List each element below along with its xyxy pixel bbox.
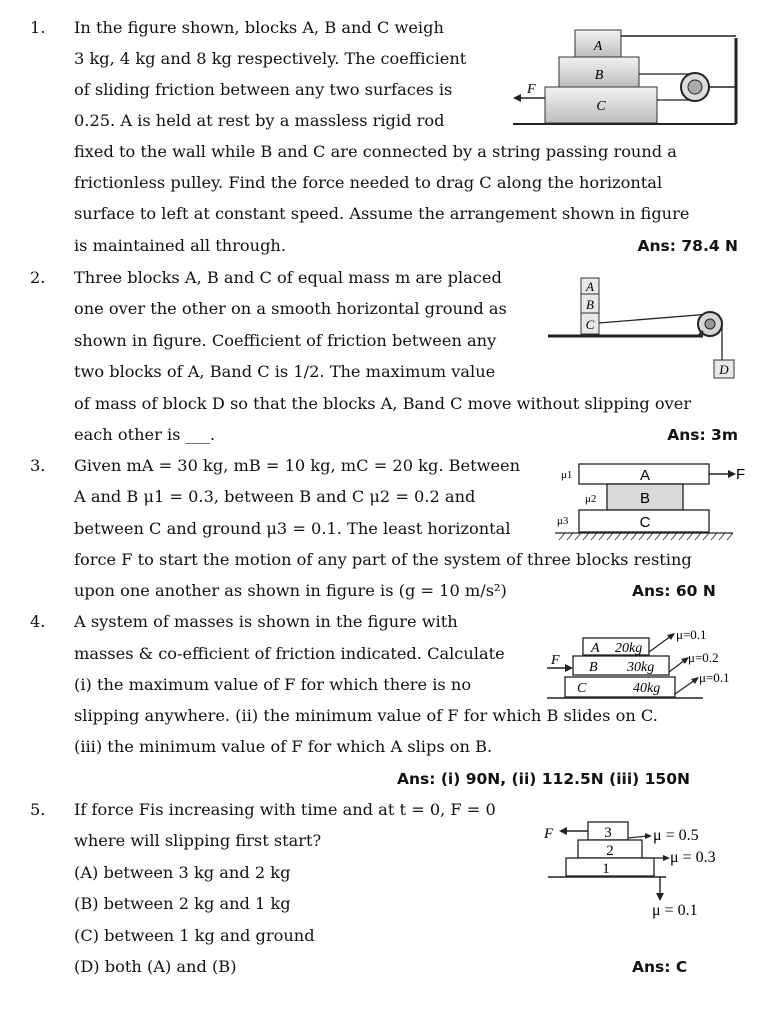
label-c: C — [585, 317, 595, 332]
figure-q1-blocks-pulley — [505, 24, 745, 132]
question-text-line: shown in figure. Coefficient of friction between any — [74, 331, 497, 350]
label-f: F — [544, 826, 554, 842]
string — [599, 314, 710, 323]
label-f: F — [551, 653, 560, 668]
label-f: F — [736, 466, 746, 483]
option-b: (B) between 2 kg and 1 kg — [74, 894, 291, 913]
label-b: B — [594, 68, 604, 83]
label-a: A — [586, 279, 594, 294]
question-text-line: slipping anywhere. (ii) the minimum value of F for which B slides on C. — [74, 706, 658, 725]
question-number: 3. — [30, 456, 46, 475]
question-text-line: 3 kg, 4 kg and 8 kg respectively. The coefficient — [74, 49, 467, 68]
question-text-line: one over the other on a smooth horizontal ground as — [74, 299, 507, 318]
label-d: D — [719, 362, 729, 377]
question-number: 2. — [30, 268, 46, 287]
answer: Ans: 60 N — [632, 582, 716, 600]
label-b: B — [586, 297, 594, 312]
answer: Ans: C — [632, 958, 688, 976]
label-b: B — [639, 490, 651, 507]
label-2: 2 — [606, 843, 614, 859]
question-number: 1. — [30, 18, 46, 37]
answer: Ans: (i) 90N, (ii) 112.5N (iii) 150N — [397, 770, 690, 788]
question-text-line: is maintained all through. — [74, 236, 287, 255]
mu-pointer — [675, 680, 695, 694]
pulley-hub — [705, 319, 715, 329]
label-a: A — [591, 641, 600, 656]
question-text-line: two blocks of A, Band C is 1/2. The maximum value — [74, 362, 496, 381]
figure-q3-three-blocks — [555, 460, 755, 542]
question-text-line: each other is ___. — [74, 425, 216, 444]
block-1 — [566, 858, 654, 876]
question-text-line: of mass of block D so that the blocks A, Band C move without slipping over — [74, 394, 692, 413]
mu-1-label: μ1 — [561, 469, 573, 481]
question-number: 4. — [30, 612, 46, 631]
label-c: C — [596, 99, 606, 114]
arrowhead — [656, 893, 664, 901]
label-1: 1 — [602, 861, 610, 877]
question-number: 5. — [30, 800, 46, 819]
figure-q4-stacked-masses — [543, 622, 748, 702]
arrowhead — [667, 633, 675, 640]
label-a: A — [593, 39, 603, 54]
question-text-line: 0.25. A is held at rest by a massless rigid rod — [74, 111, 445, 130]
arrowhead — [691, 677, 699, 684]
mu-pointer — [649, 636, 671, 652]
arrowhead — [513, 94, 521, 102]
question-text-line: between C and ground μ3 = 0.1. The least horizontal — [74, 519, 511, 538]
question-text-line: masses & co-efficient of friction indicated. Calculate — [74, 644, 505, 663]
mu-3-label: μ=0.1 — [699, 670, 730, 685]
mu-mid-label: μ = 0.3 — [670, 849, 716, 866]
arrowhead — [559, 827, 567, 835]
label-b: B — [589, 660, 598, 675]
label-c: C — [577, 681, 587, 696]
mass-a: 20kg — [615, 641, 643, 656]
question-text-line: In the figure shown, blocks A, B and C weigh — [74, 18, 444, 37]
answer: Ans: 3m — [667, 426, 738, 444]
label-a: A — [639, 467, 651, 484]
mu-2-label: μ=0.2 — [688, 650, 719, 665]
label-f: F — [527, 82, 536, 97]
mu-2-label: μ2 — [585, 493, 597, 505]
option-c: (C) between 1 kg and ground — [74, 926, 315, 945]
arrowhead — [663, 855, 670, 861]
question-text-line: frictionless pulley. Find the force needed to drag C along the horizontal — [74, 173, 663, 192]
question-text-line: force F to start the motion of any part of the system of three blocks resting — [74, 550, 692, 569]
mu-top-label: μ = 0.5 — [653, 827, 699, 844]
question-text-line: where will slipping first start? — [74, 831, 322, 850]
pulley-hub — [688, 80, 702, 94]
arrowhead — [645, 833, 652, 839]
question-text-line: Three blocks A, B and C of equal mass m are placed — [74, 268, 502, 287]
question-text-line: (i) the maximum value of F for which there is no — [74, 675, 472, 694]
question-text-line: of sliding friction between any two surfaces is — [74, 80, 453, 99]
question-text-line: Given mA = 30 kg, mB = 10 kg, mC = 20 kg. Between — [74, 456, 521, 475]
mass-b: 30kg — [627, 660, 655, 675]
ground-hatch — [559, 533, 733, 540]
mu-pointer — [669, 660, 685, 672]
arrowhead — [728, 470, 736, 478]
option-d: (D) both (A) and (B) — [74, 957, 237, 976]
mass-c: 40kg — [633, 681, 661, 696]
answer: Ans: 78.4 N — [637, 237, 738, 255]
figure-q2-blocks-hanging-mass — [548, 274, 744, 382]
label-3: 3 — [604, 825, 612, 841]
figure-q5-three-blocks — [540, 816, 745, 924]
block-b — [573, 656, 669, 675]
mu-1-label: μ=0.1 — [676, 627, 707, 642]
question-text-line: If force Fis increasing with time and at t = 0, F = 0 — [74, 800, 496, 819]
mu-3-label: μ3 — [557, 515, 569, 527]
question-text-line: upon one another as shown in figure is (g = 10 m/s²) — [74, 581, 507, 600]
label-c: C — [639, 514, 651, 531]
arrowhead — [565, 664, 573, 672]
question-text-line: (iii) the minimum value of F for which A slips on B. — [74, 737, 493, 756]
mu-bottom-label: μ = 0.1 — [652, 902, 698, 919]
question-text-line: A system of masses is shown in the figure with — [74, 612, 458, 631]
question-text-line: fixed to the wall while B and C are connected by a string passing round a — [74, 142, 677, 161]
question-text-line: A and B μ1 = 0.3, between B and C μ2 = 0.2 and — [74, 487, 476, 506]
question-text-line: surface to left at constant speed. Assume the arrangement shown in figure — [74, 204, 690, 223]
option-a: (A) between 3 kg and 2 kg — [74, 863, 291, 882]
